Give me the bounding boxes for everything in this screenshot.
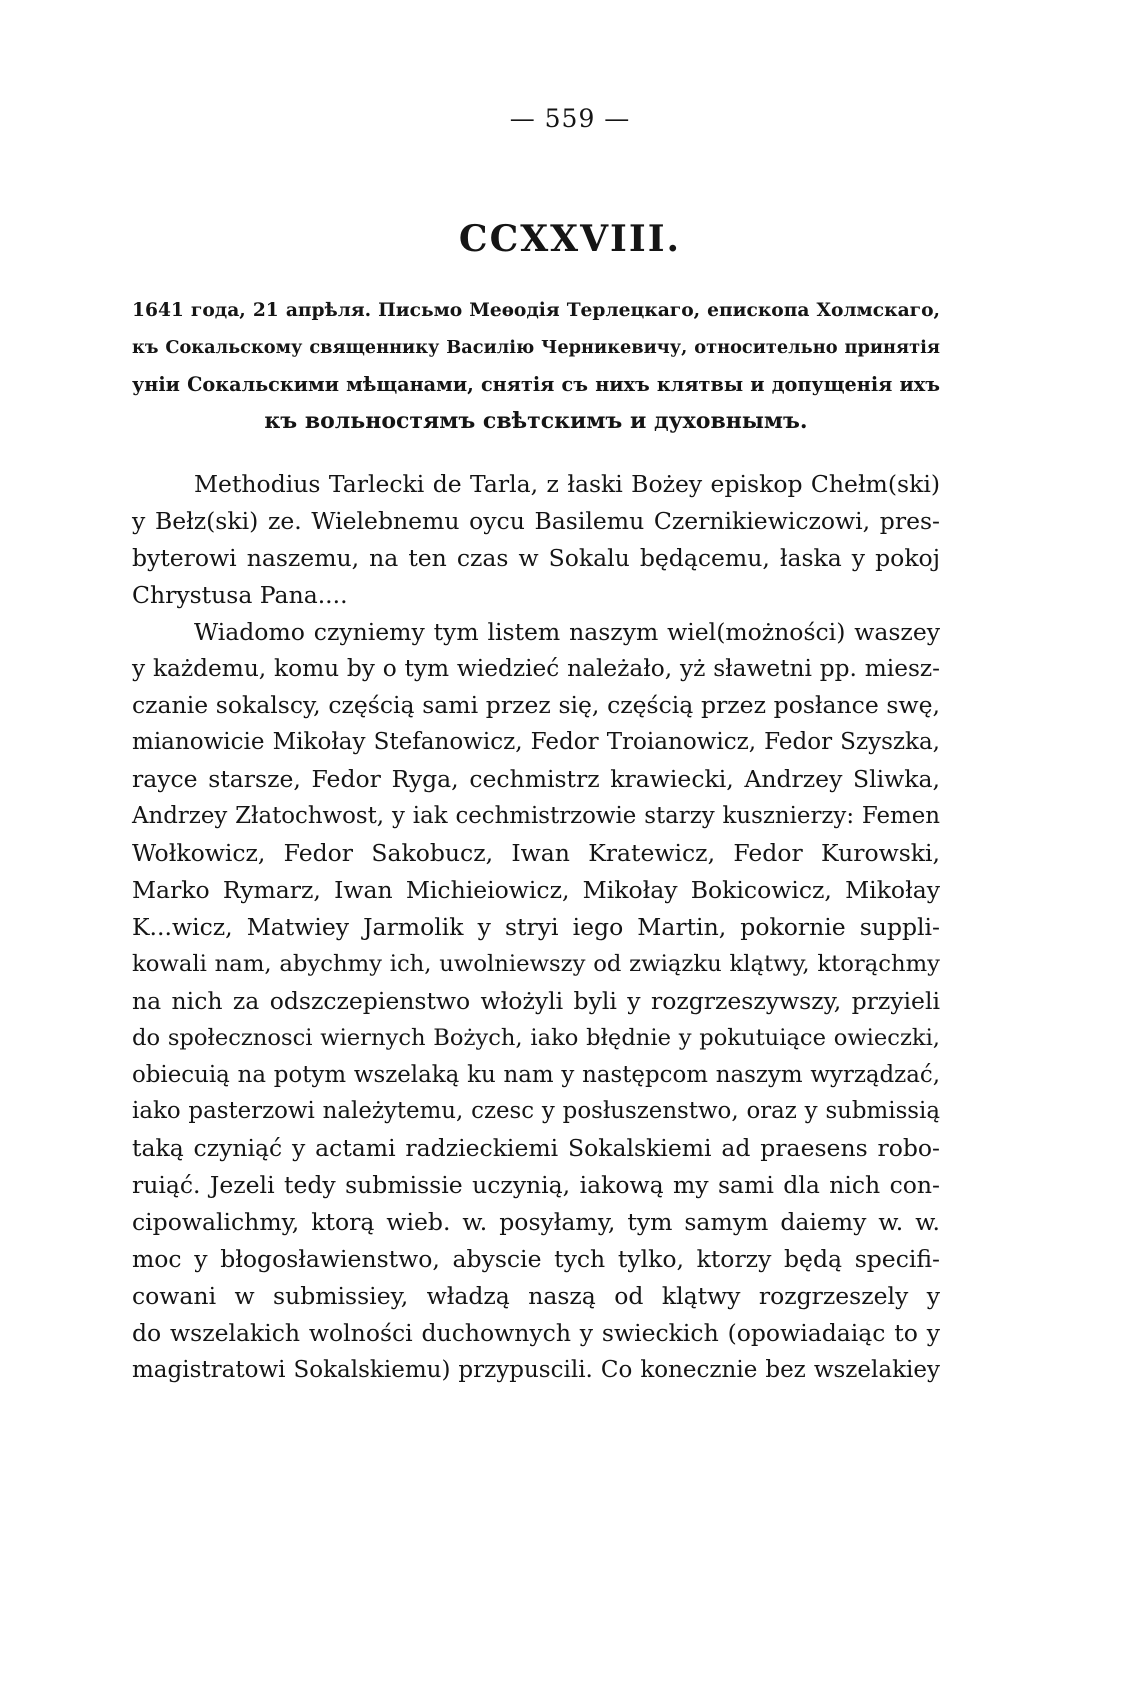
body-line: cowani w submissiey, władzą naszą od klątwy rozgrzeszely y <box>132 1281 940 1310</box>
page-number: — 559 — <box>509 104 631 133</box>
body-line: kowali nam, abychmy ich, uwolniewszy od związku klątwy, ktorąchmy <box>132 950 940 977</box>
body-line: y każdemu, komu by o tym wiedzieć należało, yż sławetni pp. miesz- <box>132 654 940 682</box>
body-line: czanie sokalscy, częścią sami przez się, częścią przez posłance swę, <box>132 691 940 720</box>
body-line: cipowalichmy, ktorą wieb. w. posyłamy, tym samym daiemy w. w. <box>132 1208 940 1237</box>
body-line: moc y błogosławienstwo, abyscie tych tylko, ktorzy będą specifi- <box>132 1245 940 1274</box>
body-line: rayce starsze, Fedor Ryga, cechmistrz krawiecki, Andrzey Sliwka, <box>132 765 940 794</box>
document-heading <box>132 292 940 440</box>
body-line: do wszelakich wolności duchownych y swieckich (opowiadaiąc to y <box>132 1318 940 1347</box>
body-line: do społecznosci wiernych Bożych, iako błędnie y pokutuiące owieczki, <box>132 1024 940 1051</box>
body-line: Wiadomo czyniemy tym listem naszym wiel(możności) waszey <box>194 617 940 646</box>
body-line: na nich za odszczepienstwo włożyli byli y rozgrzeszywszy, przyieli <box>132 986 940 1015</box>
body-line: Marko Rymarz, Iwan Michieiowicz, Mikołay Bokicowicz, Mikołay <box>132 875 940 904</box>
body-line: ruiąć. Jezeli tedy submissie uczynią, iakową my sami dla nich con- <box>132 1171 940 1200</box>
body-line: iako pasterzowi należytemu, czesc y posłuszenstwo, oraz y submissią <box>132 1098 940 1125</box>
heading-line: къ вольностямъ свѣтскимъ и духовнымъ. <box>264 408 808 434</box>
body-line: Andrzey Złatochwost, y iak cechmistrzowie starzy kusznierzy: Femen <box>132 803 940 830</box>
document-body <box>132 466 940 1389</box>
body-line: magistratowi Sokalskiemu) przypuscili. Co konecznie bez wszelakiey <box>132 1356 940 1383</box>
body-line: K...wicz, Matwiey Jarmolik y stryi iego Martin, pokornie suppli- <box>132 912 940 941</box>
body-line: Wołkowicz, Fedor Sakobucz, Iwan Kratewicz, Fedor Kurowski, <box>132 839 940 868</box>
heading-line: къ Сокальскому священнику Василію Черникевичу, относительно принятія <box>132 337 940 358</box>
heading-line: 1641 года, 21 апрѣля. Письмо Меѳодія Терлецкаго, епископа Холмскаго, <box>132 299 940 321</box>
body-line: Chrystusa Pana.... <box>132 580 348 609</box>
body-line: byterowi naszemu, na ten czas w Sokalu będącemu, łaska y pokoj <box>132 543 940 572</box>
document-number: CCXXVIII. <box>458 218 682 260</box>
body-line: taką czyniąć y actami radzieckiemi Sokalskiemi ad praesens robo- <box>132 1134 940 1163</box>
body-line: Methodius Tarlecki de Tarla, z łaski Bożey episkop Chełm(ski) <box>194 470 940 498</box>
body-line: y Bełz(ski) ze. Wielebnemu oycu Basilemu Czernikiewiczowi, pres- <box>132 506 940 535</box>
heading-line: уніи Сокальскими мѣщанами, снятія съ нихъ клятвы и допущенія ихъ <box>132 373 940 396</box>
body-line: mianowicie Mikołay Stefanowicz, Fedor Troianowicz, Fedor Szyszka, <box>132 729 940 756</box>
body-line: obiecuią na potym wszelaką ku nam y następcom naszym wyrządzać, <box>132 1061 940 1088</box>
